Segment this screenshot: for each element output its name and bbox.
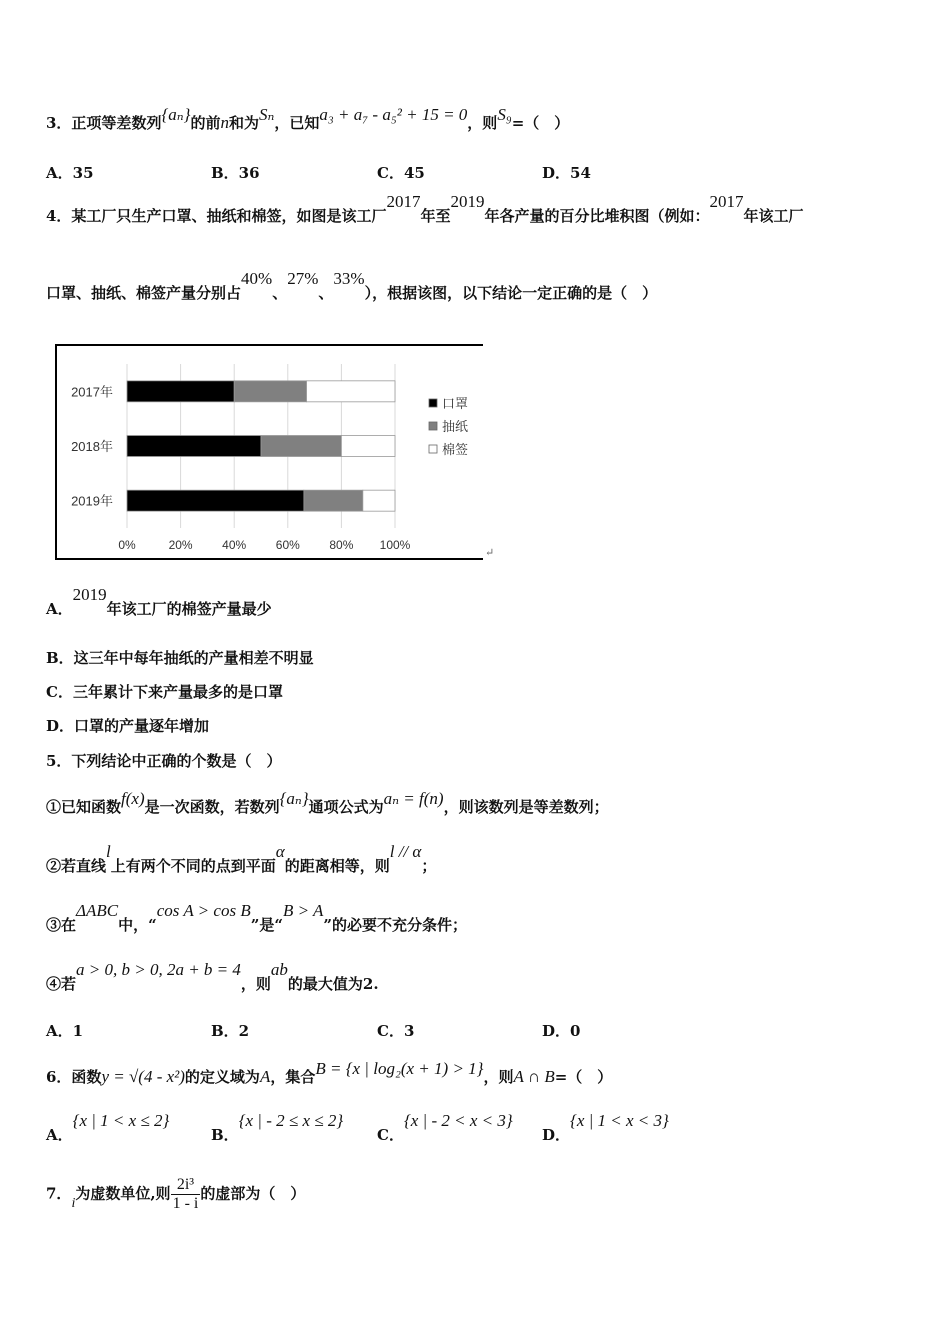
q6-option-c[interactable] xyxy=(377,1111,513,1145)
return-mark-icon: ↵ xyxy=(485,546,495,559)
q3-option-a[interactable]: A．35 xyxy=(46,164,94,182)
q5-text: 上有两个不同的点到平面 xyxy=(110,857,276,875)
q4-sep: 、 xyxy=(318,284,334,302)
q5-text: ③在 xyxy=(46,916,77,934)
q4-option-a[interactable] xyxy=(46,585,272,619)
q6-option-set: {x | 1 < x ≤ 2} xyxy=(72,1111,170,1130)
q3-sequence: {aₙ} xyxy=(161,105,191,124)
q7-denominator: 1 - i xyxy=(172,1195,199,1212)
q5-text: ④若 xyxy=(46,975,77,993)
q7-text: 为虚数单位,则 xyxy=(75,1184,171,1203)
q4-text: 4．某工厂只生产口罩、抽纸和棉签，如图是该工厂 xyxy=(46,207,387,225)
q4-option-a-label: A． xyxy=(46,600,73,618)
q4-year: 2017 xyxy=(709,192,744,211)
q4-option-b[interactable]: B．这三年中每年抽纸的产量相差不明显 xyxy=(46,649,314,667)
q3-end: =（ ） xyxy=(511,114,570,132)
q6-intersection: A ∩ B xyxy=(513,1067,555,1086)
q5-math: f(x) xyxy=(121,789,145,808)
q5-option-b[interactable]: B．2 xyxy=(211,1022,250,1040)
q3-text: ，则 xyxy=(467,114,498,132)
stacked-bar-chart xyxy=(55,344,483,560)
q6-set-b: B = {x | log₂(x + 1) > 1} xyxy=(315,1059,484,1078)
q5-statement-3 xyxy=(46,901,468,935)
bar-segment xyxy=(261,436,341,457)
q5-text: ，则该数列是等差数列； xyxy=(443,798,609,816)
bar-segment xyxy=(127,436,261,457)
legend-label: 棉签 xyxy=(442,442,469,457)
x-tick-label: 20% xyxy=(168,538,193,552)
q5-option-c[interactable]: C．3 xyxy=(377,1022,415,1040)
q5-math: ΔABC xyxy=(76,901,119,920)
q3-option-b[interactable]: B．36 xyxy=(211,164,260,182)
q5-text: 中，“ xyxy=(118,916,157,934)
q6-text: 6．函数 xyxy=(46,1068,102,1086)
q3-prefix: 3．正项等差数列 xyxy=(46,114,162,132)
q6-option-label: B． xyxy=(211,1126,239,1144)
bar-segment xyxy=(341,436,395,457)
question-4-stem-line1 xyxy=(46,192,804,226)
q4-year: 2017 xyxy=(386,192,421,211)
q5-math: ab xyxy=(270,960,288,979)
q5-statement-1 xyxy=(46,789,609,817)
q3-n: n xyxy=(220,113,229,132)
q3-option-c[interactable]: C．45 xyxy=(377,164,425,182)
q3-text: 的前 xyxy=(190,114,221,132)
q5-option-d[interactable]: D．0 xyxy=(542,1022,581,1040)
q5-text: 通项公式为 xyxy=(308,798,384,816)
q5-text: ”是“ xyxy=(250,916,283,934)
q5-option-a[interactable]: A．1 xyxy=(46,1022,84,1040)
q4-option-a-text: 年该工厂的棉签产量最少 xyxy=(106,600,272,618)
x-tick-label: 100% xyxy=(379,538,411,552)
q4-percent: 40% xyxy=(241,269,273,288)
q7-numerator: 2i³ xyxy=(171,1176,201,1195)
legend-swatch xyxy=(429,445,437,453)
q5-text: ②若直线 xyxy=(46,857,107,875)
legend-label: 口罩 xyxy=(442,396,469,411)
q5-math: aₙ = f(n) xyxy=(383,789,444,808)
q6-text: ，集合 xyxy=(270,1068,316,1086)
q4-percent: 33% xyxy=(333,269,365,288)
q3-text: 和为 xyxy=(228,114,259,132)
y-category-label: 2018年 xyxy=(71,439,113,454)
q4-percent: 27% xyxy=(287,269,319,288)
x-tick-label: 40% xyxy=(222,538,247,552)
q6-text: =（ ） xyxy=(554,1068,613,1086)
q3-equation: a₃ + a₇ - a₅² + 15 = 0 xyxy=(319,105,468,124)
question-7-stem xyxy=(46,1176,305,1213)
q6-option-a[interactable] xyxy=(46,1111,170,1145)
bar-segment xyxy=(127,490,304,511)
q5-math: l xyxy=(106,842,111,861)
q5-text: 的距离相等，则 xyxy=(284,857,390,875)
q4-option-d[interactable]: D．口罩的产量逐年增加 xyxy=(46,717,210,735)
q4-year: 2019 xyxy=(450,192,485,211)
question-4-stem-line2 xyxy=(46,269,658,303)
q6-option-b[interactable] xyxy=(211,1111,344,1145)
bar-segment xyxy=(127,381,234,402)
q4-option-c[interactable]: C．三年累计下来产量最多的是口罩 xyxy=(46,683,283,701)
q7-text: 7． xyxy=(46,1184,72,1203)
q5-statement-4 xyxy=(46,960,379,994)
q5-math: {aₙ} xyxy=(279,789,309,808)
q4-text: 年该工厂 xyxy=(743,207,804,225)
q7-text: 的虚部为（ ） xyxy=(200,1184,306,1203)
x-tick-label: 60% xyxy=(275,538,300,552)
q6-text: 的定义域为 xyxy=(184,1068,260,1086)
q4-sep: 、 xyxy=(272,284,288,302)
q5-math: a > 0, b > 0, 2a + b = 4 xyxy=(76,960,241,979)
q3-text: ，已知 xyxy=(274,114,320,132)
question-3-stem xyxy=(46,105,570,133)
q3-sn: Sₙ xyxy=(258,105,275,124)
q6-option-label: D． xyxy=(542,1126,571,1144)
q4-text: 口罩、抽纸、棉签产量分别占 xyxy=(46,284,242,302)
q7-i: i xyxy=(71,1195,76,1211)
q6-option-set: {x | - 2 ≤ x ≤ 2} xyxy=(238,1111,344,1130)
q6-option-label: A． xyxy=(46,1126,73,1144)
q5-text: 是一次函数，若数列 xyxy=(144,798,280,816)
x-tick-label: 80% xyxy=(329,538,354,552)
q6-function: y = √(4 - x²) xyxy=(101,1067,185,1086)
q5-math: α xyxy=(275,842,285,861)
q4-option-a-year: 2019 xyxy=(72,585,107,604)
q4-text: 年各产量的百分比堆积图（例如： xyxy=(484,207,710,225)
q6-option-set: {x | - 2 < x < 3} xyxy=(403,1111,513,1130)
q5-math: B > A xyxy=(282,901,324,920)
q3-option-d[interactable]: D．54 xyxy=(542,164,591,182)
q6-option-d[interactable] xyxy=(542,1111,669,1145)
q5-text: ，则 xyxy=(240,975,271,993)
q3-s9: S₉ xyxy=(497,105,512,124)
q6-option-set: {x | 1 < x < 3} xyxy=(570,1111,669,1130)
q5-math: cos A > cos B xyxy=(156,901,251,920)
q5-text: ①已知函数 xyxy=(46,798,122,816)
y-category-label: 2017年 xyxy=(71,384,113,400)
bar-segment xyxy=(304,490,363,511)
q6-text: ，则 xyxy=(483,1068,514,1086)
bar-segment xyxy=(363,490,395,511)
q5-math: l // α xyxy=(389,842,422,861)
legend-swatch xyxy=(429,422,437,430)
question-6-stem xyxy=(46,1059,613,1087)
legend-label: 抽纸 xyxy=(442,419,469,434)
q5-text: 的最大值为2. xyxy=(287,975,379,993)
q6-option-label: C． xyxy=(377,1126,404,1144)
question-5-stem: 5．下列结论中正确的个数是（ ） xyxy=(46,752,282,770)
x-tick-label: 0% xyxy=(118,538,136,552)
q4-text: ），根据该图，以下结论一定正确的是（ ） xyxy=(364,284,658,302)
q7-fraction xyxy=(171,1176,201,1213)
q5-statement-2 xyxy=(46,842,437,876)
q5-text: ”的必要不充分条件； xyxy=(323,916,468,934)
q4-text: 年至 xyxy=(420,207,451,225)
y-category-label: 2019年 xyxy=(71,493,113,509)
q6-set-a: A xyxy=(259,1067,271,1086)
bar-segment xyxy=(307,381,395,402)
bar-segment xyxy=(234,381,306,402)
q5-text: ； xyxy=(421,857,437,875)
legend-swatch xyxy=(429,399,437,407)
chart-svg xyxy=(57,346,483,558)
